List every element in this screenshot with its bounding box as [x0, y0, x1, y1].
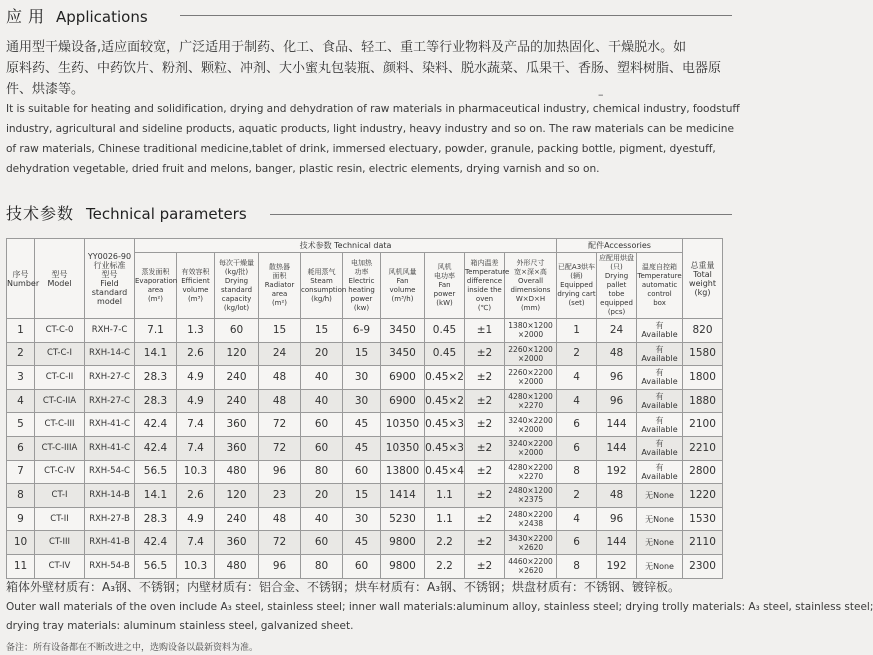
cell-steam: 80 [301, 554, 343, 578]
cell-radiator: 15 [259, 319, 301, 343]
cell-capacity: 240 [215, 366, 259, 390]
cell-temp-difference: ±2 [465, 342, 505, 366]
table-row [7, 436, 723, 460]
cell-heating-power: 30 [343, 366, 381, 390]
col-header-dimensions: 外形尺寸 宽×深×高 Overall dimensions W×D×H (mm) [505, 253, 557, 319]
cell-weight: 2800 [683, 460, 723, 484]
cell-dimensions: 4280×1200 ×2270 [505, 389, 557, 413]
applications-heading [6, 4, 148, 27]
cell-evaporation: 42.4 [135, 531, 177, 555]
cell-volume: 7.4 [177, 531, 215, 555]
cell-fan-volume: 6900 [381, 389, 425, 413]
cell-evaporation: 28.3 [135, 366, 177, 390]
cell-volume: 7.4 [177, 413, 215, 437]
cell-number: 5 [7, 413, 35, 437]
group-header-accessories: 配件Accessories [557, 239, 683, 253]
cell-radiator: 96 [259, 554, 301, 578]
cell-evaporation: 56.5 [135, 460, 177, 484]
cell-radiator: 72 [259, 531, 301, 555]
cell-capacity: 60 [215, 319, 259, 343]
cell-heating-power: 6-9 [343, 319, 381, 343]
cell-temp-difference: ±2 [465, 413, 505, 437]
cell-steam: 80 [301, 460, 343, 484]
cell-evaporation: 7.1 [135, 319, 177, 343]
cell-drying-trays: 48 [597, 484, 637, 508]
col-header-capacity: 每次干燥量 (kg/批) Drying standard capacity (kg/lot) [215, 253, 259, 319]
cell-dimensions: 2260×1200 ×2000 [505, 342, 557, 366]
cell-number: 9 [7, 507, 35, 531]
remark-note: 备注：所有设备都在不断改进之中，选购设备以最新资料为准。 [6, 643, 259, 653]
col-header-fan-power: 风机 电功率 Fan power (kW) [425, 253, 465, 319]
table-row [7, 554, 723, 578]
cell-temp-control: 有 Available [637, 319, 683, 343]
col-header-volume: 有效容积 Efficient volume (m³) [177, 253, 215, 319]
cell-volume: 2.6 [177, 484, 215, 508]
cell-radiator: 96 [259, 460, 301, 484]
cell-model: CT-C-I [35, 342, 85, 366]
cell-model: CT-C-IV [35, 460, 85, 484]
col-header-number: 序号 Number [7, 239, 35, 319]
cell-drying-cart: 2 [557, 342, 597, 366]
cell-heating-power: 15 [343, 342, 381, 366]
cell-model: CT-C-IIA [35, 389, 85, 413]
materials-text-en-line-1: Outer wall materials of the oven include A₃ steel, stainless steel; inner wall materials:aluminum alloy, stainless steel; drying trolly materials: A₃ steel, stainless steel; [6, 601, 873, 613]
cell-capacity: 480 [215, 460, 259, 484]
cell-standard-model: RXH-27-C [85, 389, 135, 413]
cell-evaporation: 28.3 [135, 389, 177, 413]
cell-evaporation: 42.4 [135, 413, 177, 437]
cell-volume: 4.9 [177, 366, 215, 390]
cell-weight: 2110 [683, 531, 723, 555]
cell-standard-model: RXH-14-C [85, 342, 135, 366]
cell-evaporation: 14.1 [135, 484, 177, 508]
cell-fan-power: 2.2 [425, 554, 465, 578]
cell-fan-power: 0.45×3 [425, 413, 465, 437]
applications-en-line-2: industry, agricultural and sideline products, aquatic products, light industry, heavy industry and so on. The raw materials can be medicine [6, 123, 734, 135]
cell-weight: 2100 [683, 413, 723, 437]
table-row [7, 366, 723, 390]
table-row [7, 413, 723, 437]
cell-weight: 1220 [683, 484, 723, 508]
cell-drying-cart: 2 [557, 484, 597, 508]
cell-drying-trays: 192 [597, 554, 637, 578]
cell-fan-volume: 9800 [381, 554, 425, 578]
cell-drying-trays: 48 [597, 342, 637, 366]
cell-fan-volume: 3450 [381, 342, 425, 366]
cell-fan-volume: 6900 [381, 366, 425, 390]
cell-steam: 40 [301, 507, 343, 531]
cell-capacity: 360 [215, 413, 259, 437]
cell-temp-difference: ±2 [465, 436, 505, 460]
cell-drying-trays: 96 [597, 389, 637, 413]
cell-model: CT-III [35, 531, 85, 555]
cell-drying-cart: 6 [557, 531, 597, 555]
cell-volume: 10.3 [177, 554, 215, 578]
cell-model: CT-C-IIIA [35, 436, 85, 460]
materials-text-en-line-2: drying tray materials: aluminum stainless steel, galvanized sheet. [6, 620, 354, 632]
cell-steam: 20 [301, 342, 343, 366]
cell-drying-trays: 144 [597, 436, 637, 460]
cell-temp-control: 有 Available [637, 342, 683, 366]
cell-temp-difference: ±1 [465, 319, 505, 343]
applications-zh-line-1: 通用型干燥设备,适应面较宽，广泛适用于制药、化工、食品、轻工、重工等行业物料及产品的加热固化、干燥脱水。如 [6, 40, 687, 55]
cell-drying-trays: 192 [597, 460, 637, 484]
applications-title-zh: 应用 [6, 7, 51, 26]
cell-standard-model: RXH-27-C [85, 366, 135, 390]
cell-fan-volume: 10350 [381, 413, 425, 437]
cell-fan-volume: 13800 [381, 460, 425, 484]
cell-number: 2 [7, 342, 35, 366]
cell-heating-power: 30 [343, 389, 381, 413]
cell-standard-model: RXH-41-B [85, 531, 135, 555]
cell-radiator: 72 [259, 413, 301, 437]
cell-drying-cart: 6 [557, 413, 597, 437]
cell-drying-cart: 4 [557, 507, 597, 531]
cell-radiator: 72 [259, 436, 301, 460]
cell-temp-difference: ±2 [465, 366, 505, 390]
cell-drying-trays: 96 [597, 507, 637, 531]
cell-number: 3 [7, 366, 35, 390]
col-header-drying-trays: 应配用烘盘 (只) Drying pallet tobe equipped (pcs) [597, 253, 637, 319]
cell-drying-cart: 4 [557, 366, 597, 390]
cell-heating-power: 15 [343, 484, 381, 508]
group-header-technical-data: 技术参数 Technical data [135, 239, 557, 253]
cell-steam: 40 [301, 366, 343, 390]
cell-temp-control: 有 Available [637, 389, 683, 413]
table-row [7, 319, 723, 343]
cell-temp-difference: ±2 [465, 531, 505, 555]
col-header-radiator: 散热器 面积 Radiator area (m²) [259, 253, 301, 319]
cell-capacity: 480 [215, 554, 259, 578]
col-header-temp-control: 温度自控箱 Temperature automatic control box [637, 253, 683, 319]
applications-text-zh [6, 37, 732, 100]
cell-model: CT-IV [35, 554, 85, 578]
cell-fan-power: 1.1 [425, 507, 465, 531]
cell-volume: 7.4 [177, 436, 215, 460]
cell-number: 11 [7, 554, 35, 578]
cell-fan-volume: 9800 [381, 531, 425, 555]
cell-capacity: 360 [215, 436, 259, 460]
cell-fan-power: 0.45×3 [425, 436, 465, 460]
cell-radiator: 23 [259, 484, 301, 508]
cell-drying-trays: 24 [597, 319, 637, 343]
applications-text-en [6, 99, 740, 179]
cell-drying-trays: 96 [597, 366, 637, 390]
cell-heating-power: 60 [343, 554, 381, 578]
applications-title-en: Applications [56, 8, 148, 26]
materials-text-zh: 箱体外壁材质有：A₃钢、不锈钢；内壁材质有：铝合金、不锈钢；烘车材质有：A₃钢、不锈钢；烘盘材质有：不锈钢、镀锌板。 [6, 580, 681, 594]
cell-evaporation: 28.3 [135, 507, 177, 531]
cell-dimensions: 2480×1200 ×2375 [505, 484, 557, 508]
cell-heating-power: 30 [343, 507, 381, 531]
cell-weight: 1530 [683, 507, 723, 531]
cell-heating-power: 45 [343, 531, 381, 555]
applications-zh-line-2: 原料药、生药、中药饮片、粉剂、颗粒、冲剂、大小蜜丸包装瓶、颜料、染料、脱水蔬菜、瓜果干、香肠、塑料树脂、电器原 [6, 61, 722, 76]
cell-number: 7 [7, 460, 35, 484]
col-header-evaporation: 蒸发面积 Evaporation area (m²) [135, 253, 177, 319]
table-row [7, 531, 723, 555]
cell-volume: 2.6 [177, 342, 215, 366]
cell-temp-difference: ±2 [465, 389, 505, 413]
cell-fan-power: 0.45 [425, 342, 465, 366]
cell-weight: 1880 [683, 389, 723, 413]
cell-dimensions: 3240×2200 ×2000 [505, 436, 557, 460]
cell-steam: 15 [301, 319, 343, 343]
cell-weight: 2210 [683, 436, 723, 460]
cell-volume: 1.3 [177, 319, 215, 343]
table-row [7, 342, 723, 366]
cell-capacity: 120 [215, 342, 259, 366]
cell-fan-power: 2.2 [425, 531, 465, 555]
cell-temp-difference: ±2 [465, 507, 505, 531]
cell-standard-model: RXH-54-B [85, 554, 135, 578]
technical-heading [6, 201, 247, 224]
applications-en-line-4: dehydration vegetable, dried fruit and melons, banger, plastic resin, electric elements, drying varnish and so on. [6, 163, 600, 175]
cell-number: 10 [7, 531, 35, 555]
cell-number: 8 [7, 484, 35, 508]
applications-en-line-3: of raw materials, Chinese traditional medicine,tablet of drink, immersed electuary, powder, granule, packing bottle, pigment, dyestuff, [6, 143, 716, 155]
cell-temp-control: 无None [637, 554, 683, 578]
cell-dimensions: 1380×1200 ×2000 [505, 319, 557, 343]
cell-model: CT-II [35, 507, 85, 531]
table-row [7, 484, 723, 508]
cell-standard-model: RXH-54-C [85, 460, 135, 484]
margin-mark: – [598, 88, 604, 101]
cell-temp-control: 无None [637, 507, 683, 531]
cell-capacity: 120 [215, 484, 259, 508]
cell-capacity: 360 [215, 531, 259, 555]
cell-temp-control: 有 Available [637, 366, 683, 390]
cell-fan-power: 0.45×2 [425, 366, 465, 390]
cell-fan-power: 0.45 [425, 319, 465, 343]
cell-capacity: 240 [215, 507, 259, 531]
applications-rule [180, 15, 732, 16]
cell-model: CT-C-II [35, 366, 85, 390]
cell-heating-power: 45 [343, 413, 381, 437]
cell-temp-control: 有 Available [637, 436, 683, 460]
cell-steam: 40 [301, 389, 343, 413]
cell-volume: 4.9 [177, 389, 215, 413]
cell-number: 1 [7, 319, 35, 343]
cell-steam: 60 [301, 531, 343, 555]
applications-en-line-1: It is suitable for heating and solidification, drying and dehydration of raw materials in pharmaceutical industry, chemical industry, foodstuff [6, 103, 740, 115]
col-header-fan-volume: 风机风量 Fan volume (m³/h) [381, 253, 425, 319]
technical-parameters-table [6, 238, 723, 579]
cell-temp-control: 有 Available [637, 413, 683, 437]
cell-standard-model: RXH-7-C [85, 319, 135, 343]
cell-heating-power: 45 [343, 436, 381, 460]
col-header-steam: 耗用蒸气 Steam consumption (kg/h) [301, 253, 343, 319]
table-row [7, 389, 723, 413]
cell-standard-model: RXH-41-C [85, 413, 135, 437]
cell-radiator: 48 [259, 366, 301, 390]
cell-temp-control: 有 Available [637, 460, 683, 484]
cell-fan-power: 1.1 [425, 484, 465, 508]
cell-capacity: 240 [215, 389, 259, 413]
cell-heating-power: 60 [343, 460, 381, 484]
col-header-weight: 总重量 Total weight (kg) [683, 239, 723, 319]
cell-dimensions: 3430×2200 ×2620 [505, 531, 557, 555]
cell-radiator: 24 [259, 342, 301, 366]
cell-steam: 60 [301, 436, 343, 460]
applications-zh-line-3: 件、烘漆等。 [6, 82, 85, 97]
col-header-drying-cart: 已配A3烘车 (辆) Equipped drying cart (set) [557, 253, 597, 319]
cell-drying-cart: 8 [557, 460, 597, 484]
cell-evaporation: 56.5 [135, 554, 177, 578]
col-header-temp-difference: 箱内温差 Temperature difference inside the oven (℃) [465, 253, 505, 319]
cell-dimensions: 2480×2200 ×2438 [505, 507, 557, 531]
cell-drying-cart: 8 [557, 554, 597, 578]
cell-steam: 20 [301, 484, 343, 508]
cell-fan-volume: 1414 [381, 484, 425, 508]
cell-temp-control: 无None [637, 531, 683, 555]
technical-title-zh: 技术参数 [6, 204, 75, 223]
cell-fan-volume: 10350 [381, 436, 425, 460]
cell-drying-trays: 144 [597, 413, 637, 437]
cell-fan-power: 0.45×2 [425, 389, 465, 413]
cell-model: CT-I [35, 484, 85, 508]
cell-steam: 60 [301, 413, 343, 437]
cell-temp-difference: ±2 [465, 484, 505, 508]
cell-volume: 10.3 [177, 460, 215, 484]
cell-weight: 1580 [683, 342, 723, 366]
cell-dimensions: 3240×2200 ×2000 [505, 413, 557, 437]
technical-rule [270, 214, 732, 215]
cell-temp-difference: ±2 [465, 460, 505, 484]
technical-title-en: Technical parameters [86, 205, 247, 223]
cell-evaporation: 42.4 [135, 436, 177, 460]
cell-standard-model: RXH-27-B [85, 507, 135, 531]
cell-volume: 4.9 [177, 507, 215, 531]
cell-radiator: 48 [259, 389, 301, 413]
cell-fan-volume: 5230 [381, 507, 425, 531]
cell-drying-cart: 4 [557, 389, 597, 413]
cell-model: CT-C-0 [35, 319, 85, 343]
col-header-heating-power: 电加热 功率 Electric heating power (kw) [343, 253, 381, 319]
cell-dimensions: 4280×2200 ×2270 [505, 460, 557, 484]
cell-temp-difference: ±2 [465, 554, 505, 578]
cell-radiator: 48 [259, 507, 301, 531]
cell-standard-model: RXH-14-B [85, 484, 135, 508]
col-header-standard: YY0026-90 行业标准 型号 Field standard model [85, 239, 135, 319]
cell-weight: 820 [683, 319, 723, 343]
cell-evaporation: 14.1 [135, 342, 177, 366]
cell-number: 6 [7, 436, 35, 460]
table-row [7, 460, 723, 484]
cell-drying-cart: 1 [557, 319, 597, 343]
cell-dimensions: 2260×2200 ×2000 [505, 366, 557, 390]
cell-weight: 2300 [683, 554, 723, 578]
cell-drying-trays: 144 [597, 531, 637, 555]
cell-weight: 1800 [683, 366, 723, 390]
col-header-model: 型号 Model [35, 239, 85, 319]
table-row [7, 507, 723, 531]
table-group-header-row [7, 239, 723, 253]
cell-fan-power: 0.45×4 [425, 460, 465, 484]
cell-model: CT-C-III [35, 413, 85, 437]
cell-fan-volume: 3450 [381, 319, 425, 343]
cell-temp-control: 无None [637, 484, 683, 508]
cell-drying-cart: 6 [557, 436, 597, 460]
cell-dimensions: 4460×2200 ×2620 [505, 554, 557, 578]
cell-number: 4 [7, 389, 35, 413]
cell-standard-model: RXH-41-C [85, 436, 135, 460]
